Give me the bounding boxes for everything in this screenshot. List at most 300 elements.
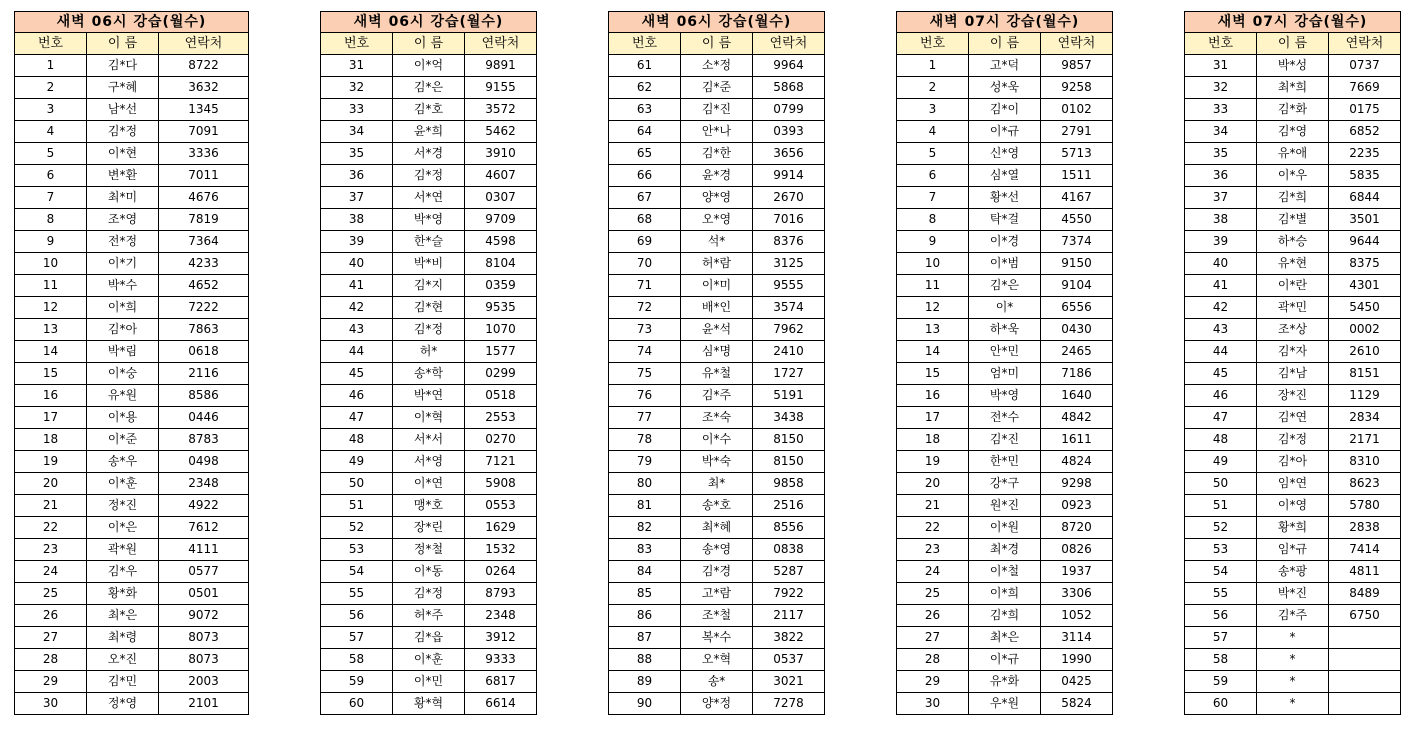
member-name: 최* xyxy=(681,473,753,495)
member-name: 곽*원 xyxy=(87,539,159,561)
member-name: 황*선 xyxy=(969,187,1041,209)
row-number: 51 xyxy=(1185,495,1257,517)
table-row xyxy=(1185,319,1401,341)
member-phone: 4233 xyxy=(159,253,249,275)
row-number: 49 xyxy=(321,451,393,473)
table-row xyxy=(609,517,825,539)
row-number: 65 xyxy=(609,143,681,165)
table-row xyxy=(897,693,1113,715)
table-row xyxy=(15,275,249,297)
member-name: 윤*경 xyxy=(681,165,753,187)
member-phone: 0307 xyxy=(465,187,537,209)
row-number: 41 xyxy=(321,275,393,297)
member-phone: 2838 xyxy=(1329,517,1401,539)
member-name: 송*우 xyxy=(87,451,159,473)
member-phone: 0737 xyxy=(1329,55,1401,77)
table-row xyxy=(321,121,537,143)
member-name: 변*환 xyxy=(87,165,159,187)
member-phone: 8150 xyxy=(753,451,825,473)
member-phone: 4842 xyxy=(1041,407,1113,429)
table-row xyxy=(321,451,537,473)
member-phone: 7016 xyxy=(753,209,825,231)
member-name: 서*영 xyxy=(393,451,465,473)
member-name: 이*규 xyxy=(969,649,1041,671)
table-row xyxy=(1185,517,1401,539)
table-row xyxy=(15,209,249,231)
member-name: 이*훈 xyxy=(87,473,159,495)
table-row xyxy=(15,583,249,605)
table-row xyxy=(897,495,1113,517)
table-row xyxy=(321,627,537,649)
table-row xyxy=(15,671,249,693)
member-name: 김*주 xyxy=(681,385,753,407)
member-name: 심*명 xyxy=(681,341,753,363)
member-phone: 6614 xyxy=(465,693,537,715)
table-title: 새벽 06시 강습(월수) xyxy=(609,12,825,33)
row-number: 58 xyxy=(321,649,393,671)
member-name: 송*팡 xyxy=(1257,561,1329,583)
member-phone: 5713 xyxy=(1041,143,1113,165)
table-row xyxy=(897,231,1113,253)
row-number: 13 xyxy=(897,319,969,341)
member-name: 김*희 xyxy=(1257,187,1329,209)
member-phone: 5868 xyxy=(753,77,825,99)
member-phone: 0175 xyxy=(1329,99,1401,121)
column-header-name: 이 름 xyxy=(1257,33,1329,55)
row-number: 20 xyxy=(897,473,969,495)
table-row xyxy=(609,605,825,627)
member-name: 이*민 xyxy=(393,671,465,693)
row-number: 7 xyxy=(897,187,969,209)
member-phone: 4607 xyxy=(465,165,537,187)
row-number: 40 xyxy=(1185,253,1257,275)
member-phone: 1937 xyxy=(1041,561,1113,583)
table-row xyxy=(897,561,1113,583)
column-header-no: 번호 xyxy=(897,33,969,55)
row-number: 4 xyxy=(897,121,969,143)
member-name: 김*아 xyxy=(87,319,159,341)
table-row xyxy=(1185,583,1401,605)
member-phone: 8310 xyxy=(1329,451,1401,473)
table-row xyxy=(897,209,1113,231)
member-phone: 0425 xyxy=(1041,671,1113,693)
row-number: 72 xyxy=(609,297,681,319)
row-number: 2 xyxy=(15,77,87,99)
row-number: 53 xyxy=(1185,539,1257,561)
table-row xyxy=(609,209,825,231)
member-phone: 7121 xyxy=(465,451,537,473)
member-phone: 3336 xyxy=(159,143,249,165)
member-phone: 0359 xyxy=(465,275,537,297)
table-row xyxy=(609,187,825,209)
row-number: 82 xyxy=(609,517,681,539)
member-name: 김*영 xyxy=(1257,121,1329,143)
member-phone: 0299 xyxy=(465,363,537,385)
row-number: 10 xyxy=(897,253,969,275)
member-phone: 9535 xyxy=(465,297,537,319)
member-phone: 4167 xyxy=(1041,187,1113,209)
table-row xyxy=(609,429,825,451)
table-row xyxy=(321,693,537,715)
row-number: 17 xyxy=(897,407,969,429)
member-name: 탁*걸 xyxy=(969,209,1041,231)
row-number: 51 xyxy=(321,495,393,517)
table-title: 새벽 07시 강습(월수) xyxy=(897,12,1113,33)
member-name: 허* xyxy=(393,341,465,363)
member-name: 김*주 xyxy=(1257,605,1329,627)
row-number: 3 xyxy=(897,99,969,121)
member-phone: 6852 xyxy=(1329,121,1401,143)
member-phone: 0002 xyxy=(1329,319,1401,341)
member-phone: 1990 xyxy=(1041,649,1113,671)
member-phone: 6556 xyxy=(1041,297,1113,319)
row-number: 78 xyxy=(609,429,681,451)
member-phone: 9072 xyxy=(159,605,249,627)
row-number: 18 xyxy=(897,429,969,451)
row-number: 69 xyxy=(609,231,681,253)
row-number: 29 xyxy=(897,671,969,693)
row-number: 57 xyxy=(1185,627,1257,649)
row-number: 22 xyxy=(15,517,87,539)
member-name: 장*진 xyxy=(1257,385,1329,407)
row-number: 14 xyxy=(15,341,87,363)
member-phone: 1629 xyxy=(465,517,537,539)
row-number: 15 xyxy=(897,363,969,385)
table-row xyxy=(321,275,537,297)
row-number: 4 xyxy=(15,121,87,143)
row-number: 21 xyxy=(15,495,87,517)
member-phone: 7364 xyxy=(159,231,249,253)
member-name: 김*남 xyxy=(1257,363,1329,385)
roster-table-5 xyxy=(1184,11,1401,715)
row-number: 60 xyxy=(321,693,393,715)
table-row xyxy=(897,253,1113,275)
table-row xyxy=(15,649,249,671)
member-phone: 0518 xyxy=(465,385,537,407)
row-number: 30 xyxy=(15,693,87,715)
row-number: 9 xyxy=(15,231,87,253)
member-name: 유*현 xyxy=(1257,253,1329,275)
table-row xyxy=(1185,473,1401,495)
table-row xyxy=(15,495,249,517)
member-phone: 7222 xyxy=(159,297,249,319)
member-phone: 2553 xyxy=(465,407,537,429)
member-name: 박*비 xyxy=(393,253,465,275)
member-name: 김*우 xyxy=(87,561,159,583)
member-phone: 0577 xyxy=(159,561,249,583)
row-number: 79 xyxy=(609,451,681,473)
member-phone: 5780 xyxy=(1329,495,1401,517)
member-name: * xyxy=(1257,693,1329,715)
row-number: 21 xyxy=(897,495,969,517)
member-phone: 2117 xyxy=(753,605,825,627)
row-number: 43 xyxy=(321,319,393,341)
table-row xyxy=(897,385,1113,407)
member-name: 박*성 xyxy=(1257,55,1329,77)
row-number: 40 xyxy=(321,253,393,275)
member-name: 이*규 xyxy=(969,121,1041,143)
member-phone: 2171 xyxy=(1329,429,1401,451)
row-number: 8 xyxy=(15,209,87,231)
member-phone: 6844 xyxy=(1329,187,1401,209)
member-name: 서*서 xyxy=(393,429,465,451)
row-number: 25 xyxy=(15,583,87,605)
row-number: 36 xyxy=(321,165,393,187)
member-name: 소*정 xyxy=(681,55,753,77)
table-row xyxy=(609,649,825,671)
member-name: 하*승 xyxy=(1257,231,1329,253)
table-row xyxy=(897,165,1113,187)
member-name: 박*연 xyxy=(393,385,465,407)
row-number: 42 xyxy=(321,297,393,319)
member-name: 송*학 xyxy=(393,363,465,385)
member-name: 유*원 xyxy=(87,385,159,407)
table-row xyxy=(15,451,249,473)
member-phone: 9914 xyxy=(753,165,825,187)
member-phone: 9155 xyxy=(465,77,537,99)
member-name: 정*영 xyxy=(87,693,159,715)
table-row xyxy=(1185,627,1401,649)
member-name: * xyxy=(1257,649,1329,671)
member-name: 정*철 xyxy=(393,539,465,561)
member-phone: 0537 xyxy=(753,649,825,671)
member-name: 안*민 xyxy=(969,341,1041,363)
table-row xyxy=(1185,605,1401,627)
member-phone: 7962 xyxy=(753,319,825,341)
member-phone: 8793 xyxy=(465,583,537,605)
member-phone: 4811 xyxy=(1329,561,1401,583)
member-phone: 4111 xyxy=(159,539,249,561)
row-number: 13 xyxy=(15,319,87,341)
table-row xyxy=(321,429,537,451)
row-number: 17 xyxy=(15,407,87,429)
row-number: 54 xyxy=(1185,561,1257,583)
member-name: 양*정 xyxy=(681,693,753,715)
row-number: 6 xyxy=(15,165,87,187)
member-name: 김*은 xyxy=(393,77,465,99)
member-name: 석* xyxy=(681,231,753,253)
member-name: 장*린 xyxy=(393,517,465,539)
table-row xyxy=(321,671,537,693)
column-header-phone: 연락처 xyxy=(753,33,825,55)
table-row xyxy=(321,209,537,231)
row-number: 70 xyxy=(609,253,681,275)
member-name: 이*우 xyxy=(1257,165,1329,187)
table-row xyxy=(609,539,825,561)
row-number: 74 xyxy=(609,341,681,363)
member-phone: 3501 xyxy=(1329,209,1401,231)
row-number: 27 xyxy=(897,627,969,649)
table-row xyxy=(897,407,1113,429)
row-number: 53 xyxy=(321,539,393,561)
member-name: 송*호 xyxy=(681,495,753,517)
row-number: 16 xyxy=(897,385,969,407)
table-row xyxy=(1185,385,1401,407)
member-name: 최*은 xyxy=(87,605,159,627)
row-number: 37 xyxy=(321,187,393,209)
table-row xyxy=(609,165,825,187)
member-name: 김*진 xyxy=(969,429,1041,451)
member-phone: 0446 xyxy=(159,407,249,429)
row-number: 22 xyxy=(897,517,969,539)
row-number: 37 xyxy=(1185,187,1257,209)
row-number: 90 xyxy=(609,693,681,715)
row-number: 75 xyxy=(609,363,681,385)
table-row xyxy=(321,253,537,275)
member-phone: 0618 xyxy=(159,341,249,363)
member-name: 이*동 xyxy=(393,561,465,583)
member-name: 박*림 xyxy=(87,341,159,363)
member-name: 박*영 xyxy=(969,385,1041,407)
table-row xyxy=(321,231,537,253)
row-number: 31 xyxy=(321,55,393,77)
member-phone: 3912 xyxy=(465,627,537,649)
table-row xyxy=(897,99,1113,121)
member-phone: 3910 xyxy=(465,143,537,165)
member-name: 송*영 xyxy=(681,539,753,561)
row-number: 59 xyxy=(321,671,393,693)
table-row xyxy=(609,55,825,77)
member-phone: 2791 xyxy=(1041,121,1113,143)
table-row xyxy=(609,275,825,297)
table-row xyxy=(897,187,1113,209)
member-phone: 5462 xyxy=(465,121,537,143)
row-number: 77 xyxy=(609,407,681,429)
member-phone: 8150 xyxy=(753,429,825,451)
table-row xyxy=(15,341,249,363)
row-number: 24 xyxy=(15,561,87,583)
member-name: 최*령 xyxy=(87,627,159,649)
member-phone: 8073 xyxy=(159,649,249,671)
table-row xyxy=(1185,341,1401,363)
row-number: 60 xyxy=(1185,693,1257,715)
table-row xyxy=(321,583,537,605)
table-row xyxy=(15,473,249,495)
member-name: 이*원 xyxy=(969,517,1041,539)
member-phone: 9644 xyxy=(1329,231,1401,253)
member-name: 신*영 xyxy=(969,143,1041,165)
member-name: 엄*미 xyxy=(969,363,1041,385)
member-phone: 2465 xyxy=(1041,341,1113,363)
member-phone: 7091 xyxy=(159,121,249,143)
table-row xyxy=(321,77,537,99)
column-header-name: 이 름 xyxy=(393,33,465,55)
member-name: 전*수 xyxy=(969,407,1041,429)
member-phone: 0826 xyxy=(1041,539,1113,561)
table-row xyxy=(321,605,537,627)
column-header-phone: 연락처 xyxy=(1041,33,1113,55)
member-phone: 3438 xyxy=(753,407,825,429)
member-phone: 9891 xyxy=(465,55,537,77)
member-phone: 2348 xyxy=(159,473,249,495)
member-name: 배*인 xyxy=(681,297,753,319)
row-number: 88 xyxy=(609,649,681,671)
table-row xyxy=(15,187,249,209)
member-phone: 1640 xyxy=(1041,385,1113,407)
member-name: 김*이 xyxy=(969,99,1041,121)
member-name: 이*철 xyxy=(969,561,1041,583)
row-number: 44 xyxy=(321,341,393,363)
row-number: 66 xyxy=(609,165,681,187)
member-name: * xyxy=(1257,671,1329,693)
member-name: 우*원 xyxy=(969,693,1041,715)
member-name: 김*진 xyxy=(681,99,753,121)
member-name: 조*영 xyxy=(87,209,159,231)
member-phone: 2834 xyxy=(1329,407,1401,429)
table-row xyxy=(1185,407,1401,429)
row-number: 67 xyxy=(609,187,681,209)
member-phone: 3656 xyxy=(753,143,825,165)
member-phone: 2348 xyxy=(465,605,537,627)
table-row xyxy=(1185,363,1401,385)
member-name: 이*기 xyxy=(87,253,159,275)
member-phone: 1070 xyxy=(465,319,537,341)
member-name: 송* xyxy=(681,671,753,693)
member-name: 최*희 xyxy=(1257,77,1329,99)
row-number: 86 xyxy=(609,605,681,627)
member-phone: 7669 xyxy=(1329,77,1401,99)
row-number: 47 xyxy=(321,407,393,429)
member-name: 김*별 xyxy=(1257,209,1329,231)
row-number: 55 xyxy=(321,583,393,605)
table-row xyxy=(321,187,537,209)
member-phone: 9258 xyxy=(1041,77,1113,99)
table-row xyxy=(15,77,249,99)
member-name: 이*란 xyxy=(1257,275,1329,297)
member-name: 조*철 xyxy=(681,605,753,627)
member-name: 복*수 xyxy=(681,627,753,649)
member-name: 이*희 xyxy=(87,297,159,319)
member-name: 유*철 xyxy=(681,363,753,385)
row-number: 52 xyxy=(321,517,393,539)
member-phone: 7922 xyxy=(753,583,825,605)
row-number: 76 xyxy=(609,385,681,407)
member-name: 윤*석 xyxy=(681,319,753,341)
row-number: 19 xyxy=(897,451,969,473)
row-number: 38 xyxy=(1185,209,1257,231)
member-phone: 3632 xyxy=(159,77,249,99)
member-name: 고*덕 xyxy=(969,55,1041,77)
member-name: 김*정 xyxy=(1257,429,1329,451)
table-row xyxy=(897,473,1113,495)
member-name: 김*화 xyxy=(1257,99,1329,121)
member-name: 김*지 xyxy=(393,275,465,297)
member-phone: 2410 xyxy=(753,341,825,363)
row-number: 9 xyxy=(897,231,969,253)
member-phone: 9298 xyxy=(1041,473,1113,495)
member-name: 한*슬 xyxy=(393,231,465,253)
table-row xyxy=(897,539,1113,561)
row-number: 45 xyxy=(321,363,393,385)
member-name: 김*정 xyxy=(393,319,465,341)
row-number: 10 xyxy=(15,253,87,275)
roster-table-3 xyxy=(608,11,825,715)
table-row xyxy=(897,429,1113,451)
member-name: 최*은 xyxy=(969,627,1041,649)
table-row xyxy=(321,539,537,561)
table-title: 새벽 06시 강습(월수) xyxy=(321,12,537,33)
member-phone: 2003 xyxy=(159,671,249,693)
row-number: 25 xyxy=(897,583,969,605)
column-header-no: 번호 xyxy=(321,33,393,55)
member-name: 황*화 xyxy=(87,583,159,605)
member-name: 김*은 xyxy=(969,275,1041,297)
table-row xyxy=(321,473,537,495)
table-row xyxy=(321,561,537,583)
table-row xyxy=(609,473,825,495)
table-row xyxy=(1185,253,1401,275)
member-name: 김*희 xyxy=(969,605,1041,627)
